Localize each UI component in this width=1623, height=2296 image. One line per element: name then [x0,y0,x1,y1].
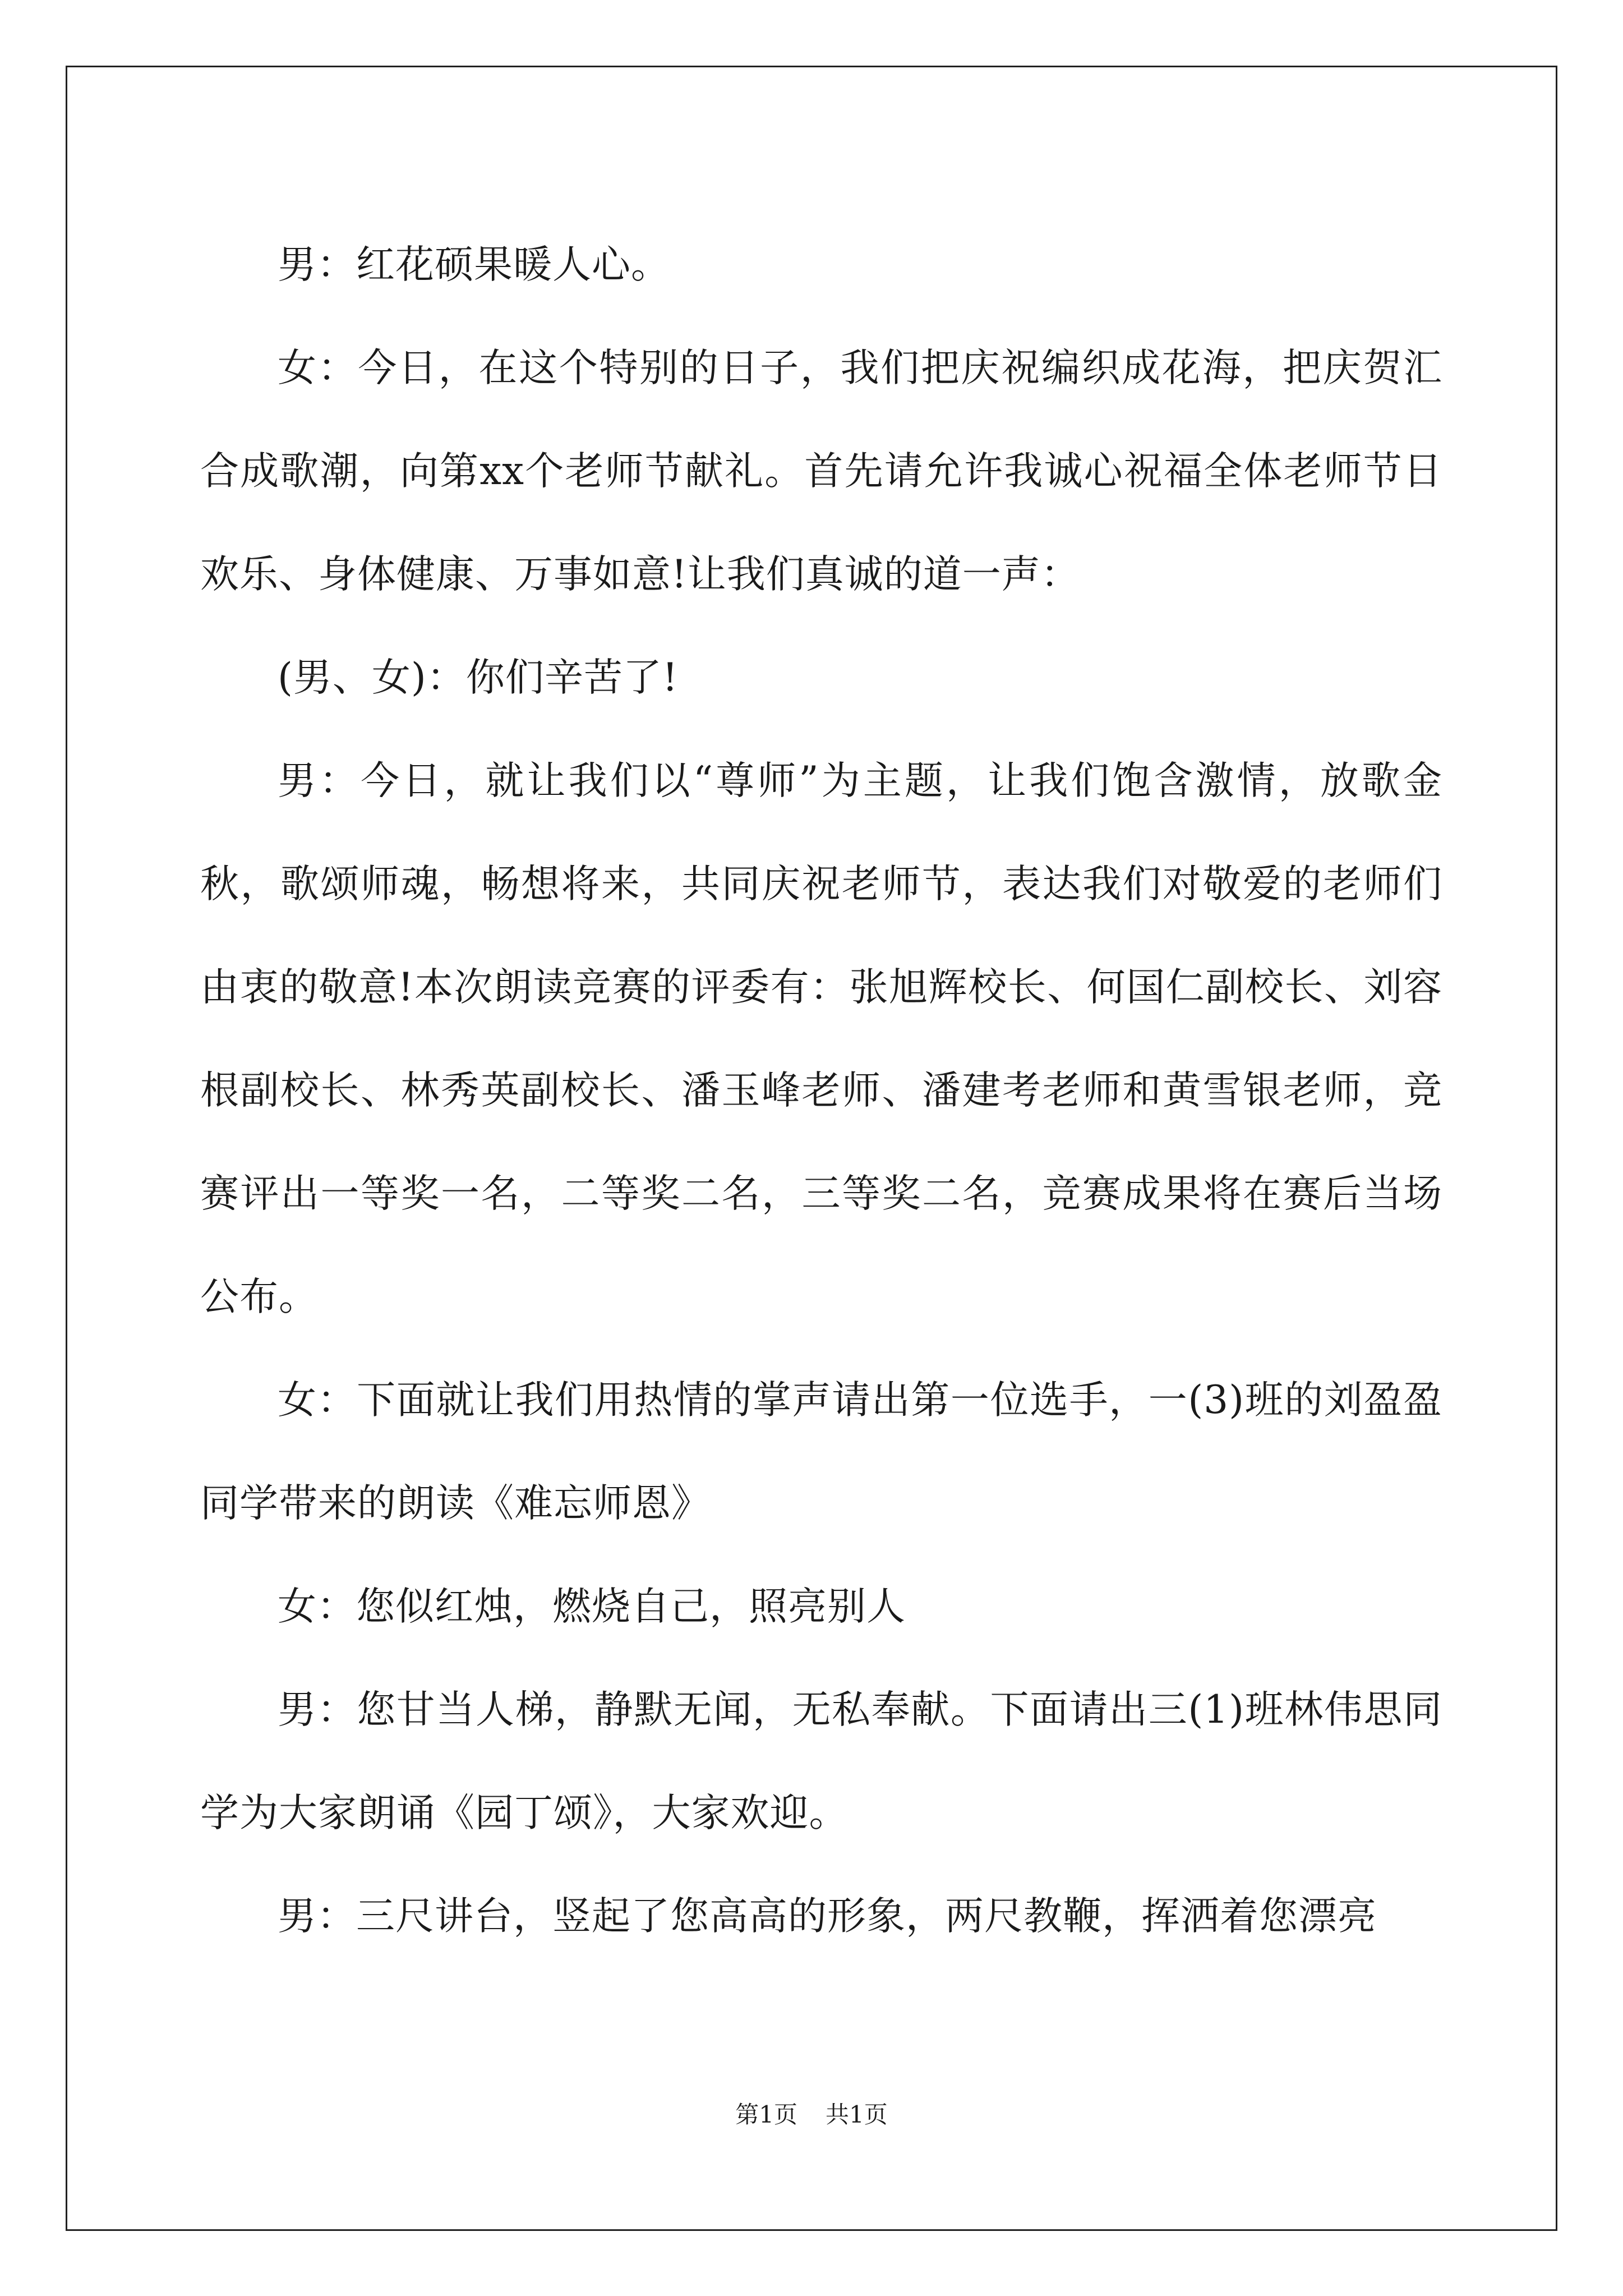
page-footer [0,2098,1623,2132]
paragraph: 女：下面就让我们用热情的掌声请出第一位选手，一(3)班的刘盈盈同学带来的朗读《难忘师恩》 [200,1378,1442,1526]
document-body [200,213,1442,1968]
page-number-total: 共1页 [826,2101,888,2128]
paragraph: 男：您甘当人梯，静默无闻，无私奉献。下面请出三(1)班林伟思同学为大家朗诵《园丁颂》，大家欢迎。 [200,1687,1442,1835]
paragraph: 女：您似红烛，燃烧自己，照亮别人 [278,1584,906,1629]
paragraph: 女：今日，在这个特别的日子，我们把庆祝编织成花海，把庆贺汇合成歌潮，向第xx个老师节献礼。首先请允许我诚心祝福全体老师节日欢乐、身体健康、万事如意!让我们真诚的道一声： [200,346,1442,597]
paragraph: 男：三尺讲台，竖起了您高高的形象，两尺教鞭，挥洒着您漂亮 [278,1894,1377,1939]
paragraph: (男、女)：你们辛苦了! [278,655,679,700]
page-number-current: 第1页 [735,2101,797,2128]
paragraph: 男：红花硕果暖人心。 [278,242,670,287]
paragraph: 男：今日，就让我们以“尊师”为主题，让我们饱含激情，放歌金秋，歌颂师魂，畅想将来，共同庆祝老师节，表达我们对敬爱的老师们由衷的敬意!本次朗读竞赛的评委有：张旭辉校长、何国仁副校长、刘容根副校长、林秀英副校长、潘玉峰老师、潘建考老师和黄雪银老师，竞赛评出一等奖一名，二等奖二名，三等奖二名，竞赛成果将在赛后当场公布。 [200,758,1442,1319]
